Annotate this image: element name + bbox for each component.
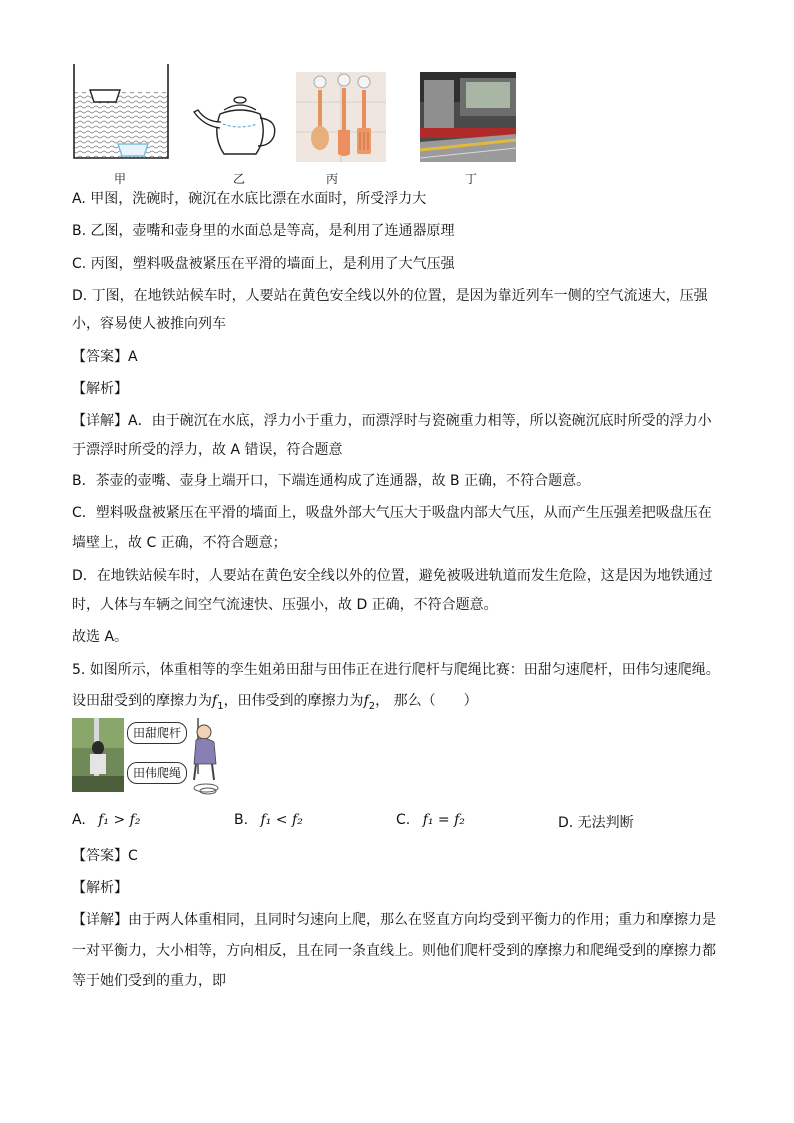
q5-option-a-prefix: A. xyxy=(72,812,86,828)
q5-f2-subscript: 2 xyxy=(368,700,376,712)
q5-option-b-prefix: B. xyxy=(234,812,249,828)
q5-analysis-label: 【解析】 xyxy=(72,880,128,896)
figure-label-ding: 丁 xyxy=(465,172,478,186)
q4-detail-line4: C．塑料吸盘被紧压在平滑的墙面上，吸盘外部大气压大于吸盘内部大气压，从而产生压强差把吸盘压在 xyxy=(72,505,712,521)
q5-f1-subscript: 1 xyxy=(217,700,224,712)
figure-ding xyxy=(420,72,516,162)
q5-option-c-prefix: C. xyxy=(396,812,411,828)
figure-bing xyxy=(296,72,386,162)
figure-yi xyxy=(190,92,280,162)
q4-detail-line5: 墙壁上，故 C 正确，不符合题意； xyxy=(72,535,287,551)
q5-stem-line1: 5. 如图所示，体重相等的孪生姐弟田甜与田伟正在进行爬杆与爬绳比赛：田甜匀速爬杆，田伟匀速爬绳。 xyxy=(72,662,720,678)
bubble-tian-tian-text: 田甜爬杆 xyxy=(133,726,182,740)
q5-option-a xyxy=(72,812,140,828)
q4-detail-line1: 【详解】A．由于碗沉在水底，浮力小于重力，而漂浮时与瓷碗重力相等，所以瓷碗沉底时所受的浮力小 xyxy=(72,413,712,429)
q4-analysis-label: 【解析】 xyxy=(72,381,128,397)
q5-stem-mid: ，田伟受到的摩擦力为 xyxy=(223,693,364,709)
q4-option-b: B. 乙图，壶嘴和壶身里的水面总是等高，是利用了连通器原理 xyxy=(72,223,455,239)
bubble-tian-wei-text: 田伟爬绳 xyxy=(133,766,182,780)
q5-option-c xyxy=(396,812,465,828)
q5-stem-line2 xyxy=(72,690,478,718)
figure-label-yi: 乙 xyxy=(233,172,246,186)
q5-answer: 【答案】C xyxy=(72,848,138,864)
q4-detail-line2: 于漂浮时所受的浮力，故 A 错误，符合题意 xyxy=(72,442,343,458)
beaker-bowls-illustration xyxy=(70,64,172,162)
q4-detail-line8: 故选 A。 xyxy=(72,629,129,645)
q5-detail-line1: 【详解】由于两人体重相同，且同时匀速向上爬，那么在竖直方向均受到平衡力的作用；重力和摩擦力是 xyxy=(72,912,716,928)
q4-detail-line6: D．在地铁站候车时，人要站在黄色安全线以外的位置，避免被吸进轨道而发生危险，这是因为地铁通过 xyxy=(72,568,713,584)
q4-detail-line3: B．茶壶的壶嘴、壶身上端开口，下端连通构成了连通器，故 B 正确，不符合题意。 xyxy=(72,473,591,489)
q5-f1-symbol: f xyxy=(212,693,218,709)
q5-option-b-math: f₁ < f₂ xyxy=(260,812,303,828)
bubble-tian-wei xyxy=(127,762,187,784)
q5-stem-post: ， 那么（ ） xyxy=(375,693,478,709)
q4-option-a: A. 甲图，洗碗时，碗沉在水底比漂在水面时，所受浮力大 xyxy=(72,191,427,207)
q4-option-d-line2: 小，容易使人被推向列车 xyxy=(72,316,226,332)
q5-detail-line2: 一对平衡力，大小相等，方向相反，且在同一条直线上。则他们爬杆受到的摩擦力和爬绳受到的摩擦力都 xyxy=(72,943,716,959)
q5-option-c-math: f₁ = f₂ xyxy=(422,812,465,828)
q4-answer: 【答案】A xyxy=(72,349,138,365)
q4-option-c: C. 丙图，塑料吸盘被紧压在平滑的墙面上，是利用了大气压强 xyxy=(72,256,455,272)
q5-stem-pre: 设田甜受到的摩擦力为 xyxy=(72,693,212,709)
q5-f2-symbol: f xyxy=(363,693,369,709)
q4-detail-line7: 时，人体与车辆之间空气流速快、压强小，故 D 正确，不符合题意。 xyxy=(72,597,498,613)
figure-label-jia: 甲 xyxy=(114,172,127,186)
q5-detail-line3: 等于她们受到的重力，即 xyxy=(72,973,226,989)
bubble-tian-tian xyxy=(127,722,187,744)
teapot-illustration xyxy=(190,92,280,162)
q4-option-d-line1: D. 丁图，在地铁站候车时，人要站在黄色安全线以外的位置，是因为靠近列车一侧的空气流速大，压强 xyxy=(72,288,708,304)
q5-option-d: D. 无法判断 xyxy=(558,815,634,831)
suction-cup-utensils-photo xyxy=(296,72,386,162)
figure-jia xyxy=(70,64,172,162)
q5-option-b xyxy=(234,812,303,828)
subway-platform-photo xyxy=(420,72,516,162)
q5-option-a-math: f₁ > f₂ xyxy=(98,812,141,828)
figure-label-bing: 丙 xyxy=(326,172,339,186)
